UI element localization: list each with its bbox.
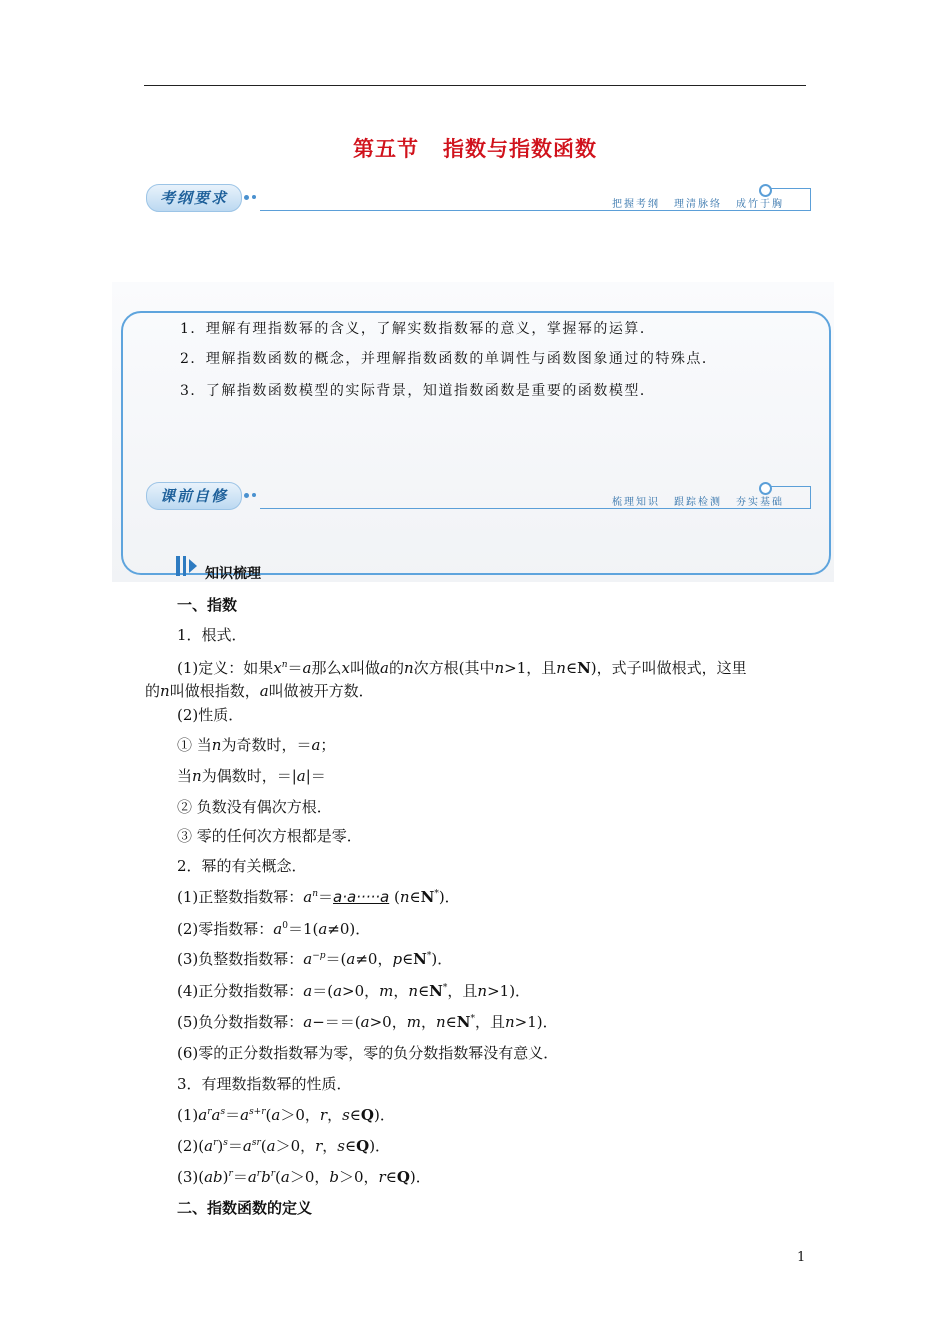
power-negative-integer: (3)负整数指数幂：$a^{-p}=(a\ne 0$，p∈N*)．: [177, 950, 453, 968]
section-number: 第五节: [353, 137, 419, 161]
property-odd: ① 当n为奇数时，＝a；: [177, 736, 336, 754]
dot-icon: [252, 195, 256, 199]
heading-radical: 1．根式．: [177, 626, 247, 644]
requirement-item: 2．理解指数函数的概念，并理解指数函数的单调性与函数图象通过的特殊点．: [180, 351, 718, 367]
dot-icon: [252, 493, 256, 497]
property-negative: ② 负数没有偶次方根．: [177, 798, 332, 816]
syllabus-badge: 考纲要求: [146, 184, 242, 212]
rational-rule-1: $(1)a^ra^s=a^{s+r}(a>0$，r，s∈Q)．: [177, 1106, 395, 1124]
radical-definition: (1)定义：如果$x^n=a$那么x叫做a的n次方根(其中n>1，且n∈N)，式子叫做根式，这里 的n叫做根指数，a叫做被开方数．: [145, 659, 747, 700]
header-rule: [144, 85, 806, 86]
section-topic: 指数与指数函数: [443, 137, 597, 161]
tag-foundation: 夯实基础: [736, 497, 784, 508]
preview-banner: [146, 482, 812, 512]
tag-organize: 梳理知识: [612, 497, 660, 508]
page-number: 1: [797, 1250, 806, 1265]
power-positive-fraction: (4)正分数指数幂：a＝(a>0，m，n∈N*，且n>1)．: [177, 982, 531, 1000]
property-even: 当n为偶数时，＝|a|＝: [177, 767, 326, 785]
heading-exponent: 一、指数: [177, 596, 238, 614]
tag-confident: 成竹于胸: [736, 199, 784, 210]
power-zero: (2)零指数幂：$a^0=1(a\ne 0)$．: [177, 920, 371, 938]
banner-rule: [260, 210, 810, 211]
heading-exponential-function: 二、指数函数的定义: [177, 1199, 313, 1217]
banner-rule: [260, 508, 810, 509]
property-zero: ③ 零的任何次方根都是零．: [177, 827, 362, 845]
heading-power: 2．幂的有关概念．: [177, 857, 307, 875]
heading-rational-power: 3．有理数指数幂的性质．: [177, 1075, 352, 1093]
banner-tags: [598, 493, 784, 508]
section-title: [0, 133, 950, 163]
knowledge-review-label: 知识梳理: [205, 566, 261, 582]
tag-context: 理清脉络: [674, 199, 722, 210]
requirement-item: 1．理解有理指数幂的含义，了解实数指数幂的意义，掌握幂的运算．: [180, 321, 656, 337]
rational-rule-3: $(3)(ab)^r=a^rb^r(a>0$，b＞0，r∈Q)．: [177, 1168, 431, 1186]
power-positive-integer: (1)正整数指数幂：$a^n=a\cdot a\cdot\cdot\cdot\cdot\cdot a$ (n∈N*)．: [177, 888, 460, 906]
power-zero-fraction-note: (6)零的正分数指数幂为零，零的负分数指数幂没有意义．: [177, 1044, 559, 1062]
radical-properties-heading: (2)性质．: [177, 706, 244, 724]
dot-icon: [244, 493, 249, 498]
banner-tags: [598, 195, 784, 210]
requirement-item: 3．了解指数函数模型的实际背景，知道指数函数是重要的函数模型．: [180, 383, 656, 399]
dot-icon: [244, 195, 249, 200]
power-negative-fraction: (5)负分数指数幂：a−＝＝(a>0，m，n∈N*，且n>1)．: [177, 1013, 558, 1031]
tag-track: 跟踪检测: [674, 497, 722, 508]
rational-rule-2: $(2)(a^r)^s=a^{sr}(a>0$，r，s∈Q)．: [177, 1137, 391, 1155]
preview-badge: 课前自修: [146, 482, 242, 510]
tag-grasp: 把握考纲: [612, 199, 660, 210]
syllabus-banner: [146, 184, 812, 214]
